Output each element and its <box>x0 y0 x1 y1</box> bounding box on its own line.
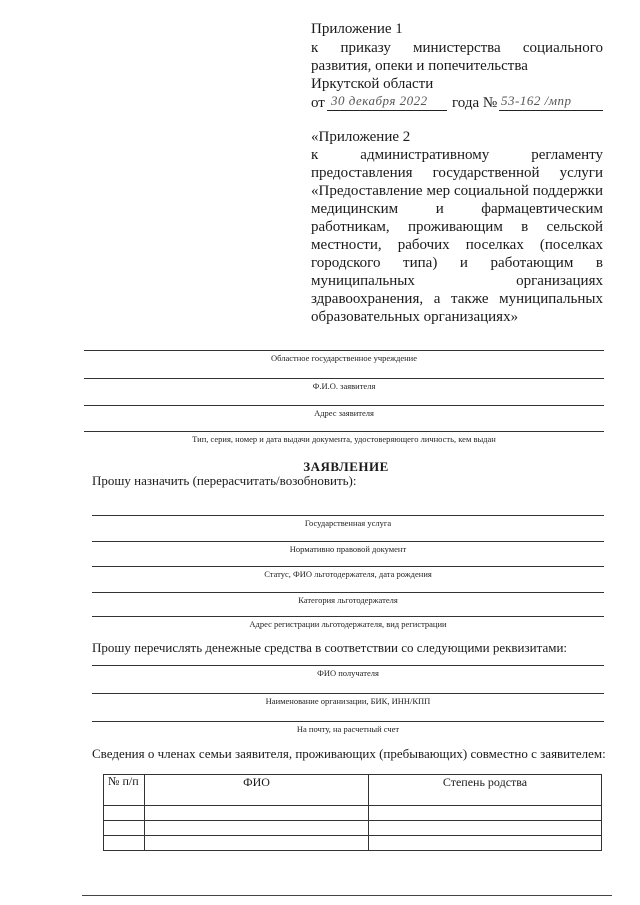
service-line[interactable] <box>92 515 604 516</box>
table-row[interactable] <box>104 806 602 821</box>
order-number-handwritten: 53-162 /мпр <box>501 93 572 108</box>
payment-text: Прошу перечислять денежные средства в соответствии со следующими реквизитами: <box>92 640 568 655</box>
order-date-prefix: от <box>311 95 325 111</box>
registration-address-caption: Адрес регистрации льготодержателя, вид регистрации <box>249 619 447 629</box>
regulation-line-6: местности, рабочих поселках (поселках <box>311 237 603 253</box>
applicant-address-line[interactable] <box>84 405 604 406</box>
bank-details-caption: Наименование организации, БИК, ИНН/КПП <box>265 696 431 706</box>
service-caption: Государственная услуга <box>304 518 392 528</box>
order-line-3: Иркутской области <box>311 76 434 92</box>
appendix-2-label: «Приложение 2 <box>311 129 411 145</box>
recipient-name-line[interactable] <box>92 665 604 666</box>
regulation-line-4: медицинским и фармацевтическим <box>311 201 603 217</box>
regulation-line-1: к административному регламенту <box>311 147 603 163</box>
applicant-address-caption: Адрес заявителя <box>314 408 374 418</box>
identity-document-caption: Тип, серия, номер и дата выдачи документа, удостоверяющего личность, кем выдан <box>192 434 496 444</box>
regulation-line-3: «Предоставление мер социальной поддержки <box>311 183 603 199</box>
recipient-name-caption: ФИО получателя <box>317 668 379 678</box>
order-year-label: года № <box>452 95 498 111</box>
regulation-line-8: муниципальных организациях <box>311 273 603 289</box>
registration-address-line[interactable] <box>92 616 604 617</box>
family-table <box>103 774 602 851</box>
regulation-line-9: здравоохранения, а также муниципальных <box>311 291 603 307</box>
identity-document-line[interactable] <box>84 431 604 432</box>
order-line-1: к приказу министерства социального <box>311 40 603 56</box>
institution-caption: Областное государственное учреждение <box>271 353 417 363</box>
beneficiary-category-line[interactable] <box>92 592 604 593</box>
column-relation-header: Степень родства <box>369 775 602 806</box>
regulation-line-7: городского типа) и работающим в <box>311 255 603 271</box>
order-date-handwritten: 30 декабря 2022 <box>331 93 428 108</box>
appendix-1-label: Приложение 1 <box>311 21 403 37</box>
page-bottom-rule <box>82 895 612 896</box>
delivery-method-line[interactable] <box>92 721 604 722</box>
applicant-name-line[interactable] <box>84 378 604 379</box>
statement-title: ЗАЯВЛЕНИЕ <box>303 459 389 474</box>
column-name-header: ФИО <box>145 775 369 806</box>
regulation-line-2: предоставления государственной услуги <box>311 165 603 181</box>
beneficiary-status-line[interactable] <box>92 566 604 567</box>
order-number-field <box>499 94 603 111</box>
beneficiary-status-caption: Статус, ФИО льготодержателя, дата рождения <box>264 569 432 579</box>
beneficiary-category-caption: Категория льготодержателя <box>298 595 398 605</box>
statement-request-text: Прошу назначить (перерасчитать/возобновить): <box>92 473 357 488</box>
family-text: Сведения о членах семьи заявителя, проживающих (пребывающих) совместно с заявителем: <box>92 746 606 761</box>
regulation-line-5: работникам, проживающим в сельской <box>311 219 603 235</box>
legal-document-caption: Нормативно правовой документ <box>289 544 407 554</box>
institution-line[interactable] <box>84 350 604 351</box>
regulation-line-10: образовательных организациях» <box>311 309 519 325</box>
order-date-field <box>327 94 447 111</box>
legal-document-line[interactable] <box>92 541 604 542</box>
table-row[interactable] <box>104 821 602 836</box>
table-row[interactable] <box>104 836 602 851</box>
column-number-header: № п/п <box>104 775 145 806</box>
applicant-name-caption: Ф.И.О. заявителя <box>312 381 376 391</box>
order-line-2: развития, опеки и попечительства <box>311 58 528 74</box>
bank-details-line[interactable] <box>92 693 604 694</box>
delivery-method-caption: На почту, на расчетный счет <box>296 724 400 734</box>
